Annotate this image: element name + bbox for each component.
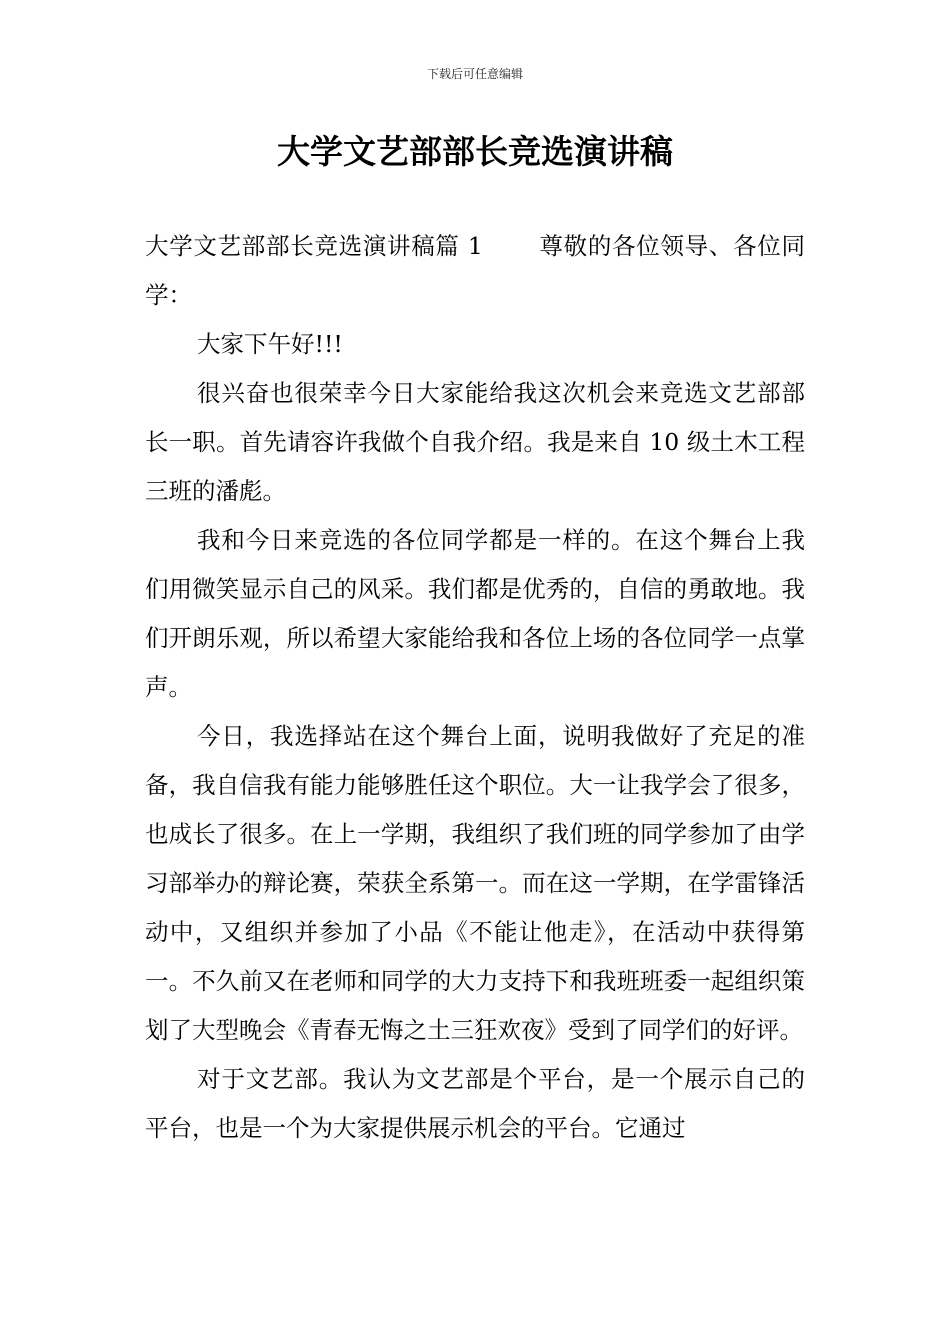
salutation: 尊敬的各位领导、各位同学： <box>145 232 805 309</box>
paragraph: 对于文艺部。我认为文艺部是个平台，是一个展示自己的平台，也是一个为大家提供展示机会的平台。它通过 <box>145 1065 805 1142</box>
section-label: 大学文艺部部长竞选演讲稿篇 1 <box>145 232 483 260</box>
document-title: 大学文艺部部长竞选演讲稿 <box>277 132 673 171</box>
opening-line <box>145 222 805 320</box>
paragraph: 今日，我选择站在这个舞台上面，说明我做好了充足的准备，我自信我有能力能够胜任这个职位。大一让我学会了很多，也成长了很多。在上一学期，我组织了我们班的同学参加了由学习部举办的辩论赛，荣获全系第一。而在这一学期，在学雷锋活动中，又组织并参加了小品《不能让他走》，在活动中获得第一。不久前又在老师和同学的大力支持下和我班班委一起组织策划了大型晚会《青春无悔之土三狂欢夜》受到了同学们的好评。 <box>145 722 805 1044</box>
header-note: 下载后可任意编辑 <box>426 67 523 81</box>
paragraph: 我和今日来竞选的各位同学都是一样的。在这个舞台上我们用微笑显示自己的风采。我们都是优秀的，自信的勇敢地。我们开朗乐观，所以希望大家能给我和各位上场的各位同学一点掌声。 <box>145 526 805 701</box>
paragraph: 很兴奋也很荣幸今日大家能给我这次机会来竞选文艺部部长一职。首先请容许我做个自我介绍。我是来自 10 级土木工程三班的潘彪。 <box>145 379 805 505</box>
document-body <box>145 222 805 1153</box>
paragraph: 大家下午好!!! <box>197 330 343 358</box>
